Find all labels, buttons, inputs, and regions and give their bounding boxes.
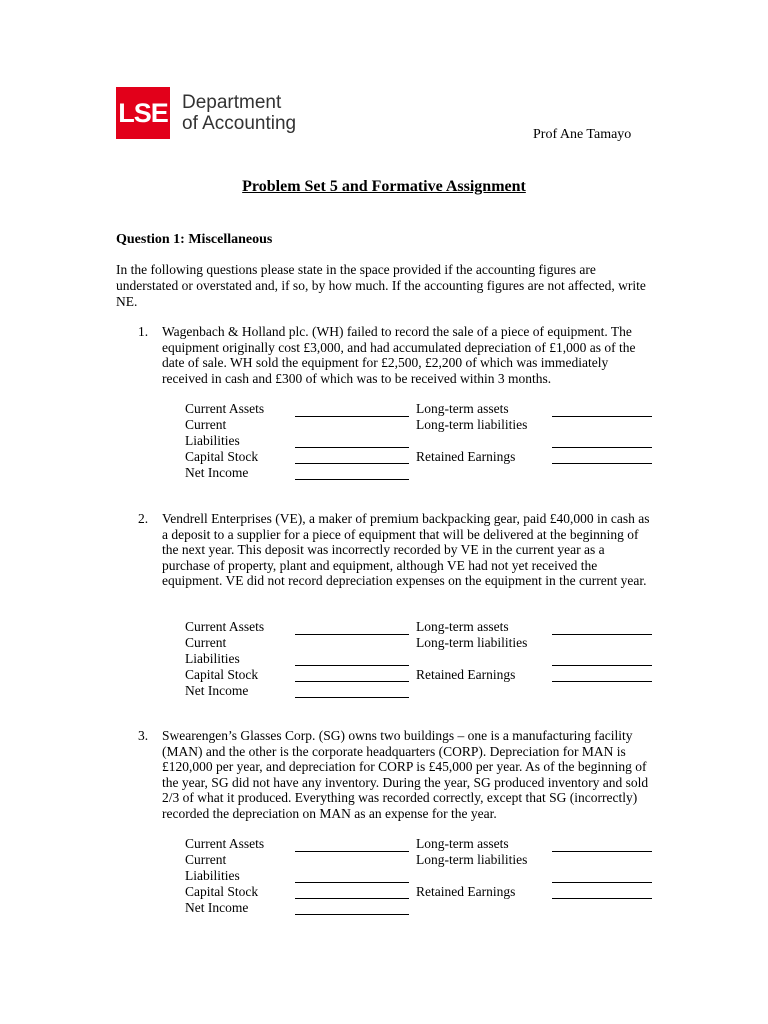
label-long-term-liabilities: Long-term liabilities: [416, 417, 528, 432]
label-retained-earnings: Retained Earnings: [416, 667, 516, 682]
answer-blank-retained-earnings[interactable]: [552, 463, 652, 464]
lse-logo-mark: LSE: [116, 87, 170, 139]
item-text: Swearengen’s Glasses Corp. (SG) owns two buildings – one is a manufacturing facility (MAN) and the other is the corporate headquarters (CORP). Depreciation for MAN is £120,000 per year, and depreciation for CORP is £45,000 per year. As of the beginning of the year, SG did not have any inventory. During the year, SG produced inventory and sold 2/3 of what it produced. Everything was recorded correctly, except that SG (incorrectly) recorded the depreciation on MAN as an expense for the year.: [162, 728, 649, 821]
question-item-2: [138, 511, 653, 589]
item-number: 3.: [138, 728, 149, 743]
label-long-term-assets: Long-term assets: [416, 619, 509, 634]
instructions-paragraph: In the following questions please state in the space provided if the accounting figures are understated or overstated and, if so, by how much. If the accounting figures are not affected, write NE.: [116, 262, 646, 309]
answer-blank-current-liabilities[interactable]: [295, 882, 409, 883]
answer-blank-long-term-liabilities[interactable]: [552, 665, 652, 666]
answer-blank-long-term-assets[interactable]: [552, 416, 652, 417]
answer-blank-current-assets[interactable]: [295, 416, 409, 417]
answer-blank-capital-stock[interactable]: [295, 898, 409, 899]
answer-blank-long-term-liabilities[interactable]: [552, 447, 652, 448]
department-line-1: Department: [182, 92, 282, 113]
question-item-1: [138, 324, 653, 386]
label-long-term-liabilities: Long-term liabilities: [416, 852, 528, 867]
answer-blank-retained-earnings[interactable]: [552, 681, 652, 682]
answer-blank-current-liabilities[interactable]: [295, 665, 409, 666]
label-capital-stock: Capital Stock: [185, 667, 259, 682]
answer-blank-long-term-liabilities[interactable]: [552, 882, 652, 883]
label-net-income: Net Income: [185, 683, 249, 698]
label-liabilities: Liabilities: [185, 651, 240, 666]
label-current-assets: Current Assets: [185, 401, 265, 416]
answer-blank-net-income[interactable]: [295, 697, 409, 698]
label-capital-stock: Capital Stock: [185, 884, 259, 899]
label-current: Current: [185, 635, 227, 650]
answer-blank-long-term-assets[interactable]: [552, 851, 652, 852]
answer-blank-current-assets[interactable]: [295, 851, 409, 852]
label-long-term-liabilities: Long-term liabilities: [416, 635, 528, 650]
document-title: Problem Set 5 and Formative Assignment: [242, 178, 526, 195]
item-text: Wagenbach & Holland plc. (WH) failed to record the sale of a piece of equipment. The equipment originally cost £3,000, and had accumulated depreciation of £1,000 as of the date of sale. WH sold the equipment for £2,500, £2,200 of which was immediately received in cash and £300 of which was to be received within 3 months.: [162, 324, 636, 386]
label-current: Current: [185, 852, 227, 867]
question-heading: Question 1: Miscellaneous: [116, 232, 273, 247]
answer-blank-current-liabilities[interactable]: [295, 447, 409, 448]
label-current: Current: [185, 417, 227, 432]
label-capital-stock: Capital Stock: [185, 449, 259, 464]
label-long-term-assets: Long-term assets: [416, 836, 509, 851]
item-number: 1.: [138, 324, 149, 339]
item-number: 2.: [138, 511, 149, 526]
lse-logo: [116, 87, 296, 139]
answer-blank-capital-stock[interactable]: [295, 463, 409, 464]
label-net-income: Net Income: [185, 465, 249, 480]
answer-blank-current-assets[interactable]: [295, 634, 409, 635]
answer-blank-capital-stock[interactable]: [295, 681, 409, 682]
label-long-term-assets: Long-term assets: [416, 401, 509, 416]
label-liabilities: Liabilities: [185, 868, 240, 883]
answer-blank-long-term-assets[interactable]: [552, 634, 652, 635]
question-item-3: [138, 728, 653, 821]
answer-blank-retained-earnings[interactable]: [552, 898, 652, 899]
answer-blank-net-income[interactable]: [295, 479, 409, 480]
answer-blank-net-income[interactable]: [295, 914, 409, 915]
professor-name: Prof Ane Tamayo: [533, 127, 632, 142]
department-name: [182, 92, 296, 134]
label-current-assets: Current Assets: [185, 619, 265, 634]
department-line-2: of Accounting: [182, 113, 297, 134]
label-net-income: Net Income: [185, 900, 249, 915]
label-liabilities: Liabilities: [185, 433, 240, 448]
label-retained-earnings: Retained Earnings: [416, 884, 516, 899]
item-text: Vendrell Enterprises (VE), a maker of premium backpacking gear, paid £40,000 in cash as a deposit to a supplier for a piece of equipment that will be delivered at the beginning of the next year. This deposit was incorrectly recorded by VE in the current year as a purchase of property, plant and equipment, although VE had not yet received the equipment. VE did not record depreciation expenses on the equipment in the current year.: [162, 511, 650, 588]
label-current-assets: Current Assets: [185, 836, 265, 851]
label-retained-earnings: Retained Earnings: [416, 449, 516, 464]
